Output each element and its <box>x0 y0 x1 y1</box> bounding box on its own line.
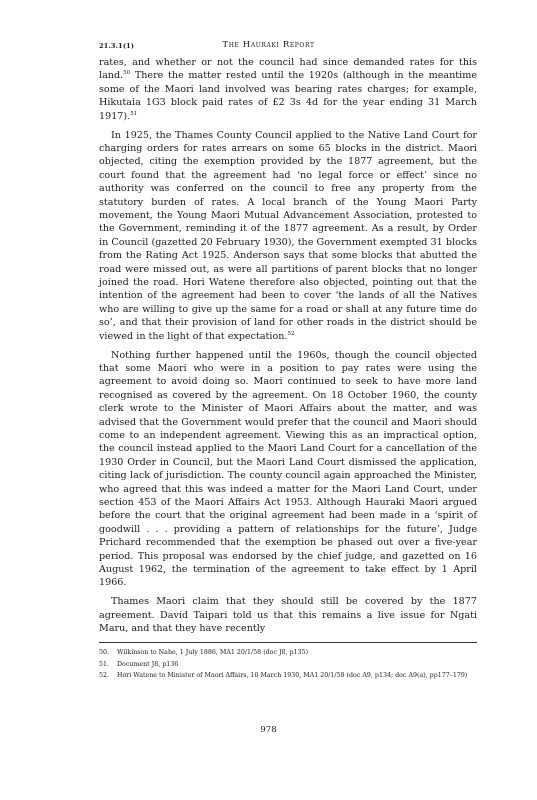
paragraph-4 <box>99 595 477 635</box>
footnote-number: 51. <box>99 660 110 668</box>
footnote-text: Wilkinson to Nahe, 1 July 1886, MA1 20/1/58 (doc J8, p135) <box>117 649 309 656</box>
paragraph-3-text: Nothing further happened until the 1960s, though the council objected that some Maori who were in a position to pay rates were using the agreement to avoid doing so. Maori continued to seek to have more land recognised as covered by the agreement. On 18 October 1960, the county clerk wrote to the Minister of Maori Affairs about the matter, and was advised that the Government would prefer that the council and Maori should come to an independent agreement. Viewing this as an impractical option, the council instead applied to the Maori Land Court for a cancellation of the 1930 Order in Council, but the Maori Land Court dismissed the application, citing lack of jurisdiction. The county council again approached the Minister, who agreed that this was indeed a matter for the Maori Land Court, under section 453 of the Maori Affairs Act 1953. Although Hauraki Maori argued before the court that the original agreement had been made in a ‘spirit of goodwill . . . providing a pattern of relationships for the future’, Judge Prichard recommended that the exemption be phased out over a five-year period. This proposal was endorsed by the chief judge, and gazetted on 16 August 1962, the termination of the agreement to take effect by 1 April 1966. <box>99 349 477 589</box>
footnote-number: 50. <box>99 649 110 656</box>
footnote-number: 52. <box>99 672 110 680</box>
page-number: 978 <box>260 725 277 735</box>
paragraph-2-text: In 1925, the Thames County Council applied to the Native Land Court for charging orders for rates arrears on some 65 blocks in the district. Maori objected, citing the exemption provided by the 1877 agreement, but the court found that the agreement had ‘no legal force or effect’ since no authority was conferred on the council to free any property from the statutory burden of rates. A local branch of the Young Maori Party movement, the Young Maori Mutual Advancement Association, protested to the Government, reminding it of the 1877 agreement. As a result, by Order in Council (gazetted 20 February 1930), the Government exempted 31 blocks from the Rating Act 1925. Anderson says that some blocks that abutted the road were missed out, as were all partitions of parent blocks that no longer joined the road. Hori Watene therefore also objected, pointing out that the intention of the agreement had been to cover ‘the lands of all the Natives who are willing to give up the same for a road or shall at any future time do so’, and that their provision of land for other roads in the district should be viewed in the light of that expectation. <box>99 129 477 342</box>
footnote-52 <box>99 670 489 682</box>
footnote-text: Document J8, p136 <box>117 660 179 668</box>
paragraph-1-tail: There the matter rested until the 1920s (although in the meantime some of the Maori land involved was bearing rates charges; for example, Hikutaia 1G3 block paid rates of £2 3s 4d for the year ending 31 March 1917). <box>99 70 477 122</box>
footnote-ref-50[interactable]: 50 <box>123 70 131 77</box>
body-text <box>99 56 477 641</box>
paragraph-3 <box>99 349 477 590</box>
paragraph-1 <box>99 56 477 123</box>
paragraph-2 <box>99 129 477 344</box>
footnote-ref-52[interactable]: 52 <box>287 330 295 337</box>
paragraph-1-text: rates, and whether or not the council had since demanded rates for this land. <box>99 57 477 82</box>
paragraph-4-text: Thames Maori claim that they should still be covered by the 1877 agreement. David Taipari told us that this remains a live issue for Ngati Maru, and that they have recently <box>99 596 477 635</box>
running-head: The Hauraki Report <box>222 40 315 50</box>
footnote-divider <box>99 642 477 643</box>
footnote-text: Hori Watene to Minister of Maori Affairs, 10 March 1930, MA1 20/1/58 (doc A9, p134; doc A9(a), pp177–179) <box>117 672 468 680</box>
footnote-51 <box>99 659 489 671</box>
section-reference: 21.3.1(1) <box>99 42 135 50</box>
footnote-50 <box>99 647 489 659</box>
footnotes <box>99 647 489 682</box>
footnote-ref-51[interactable]: 51 <box>130 110 138 117</box>
